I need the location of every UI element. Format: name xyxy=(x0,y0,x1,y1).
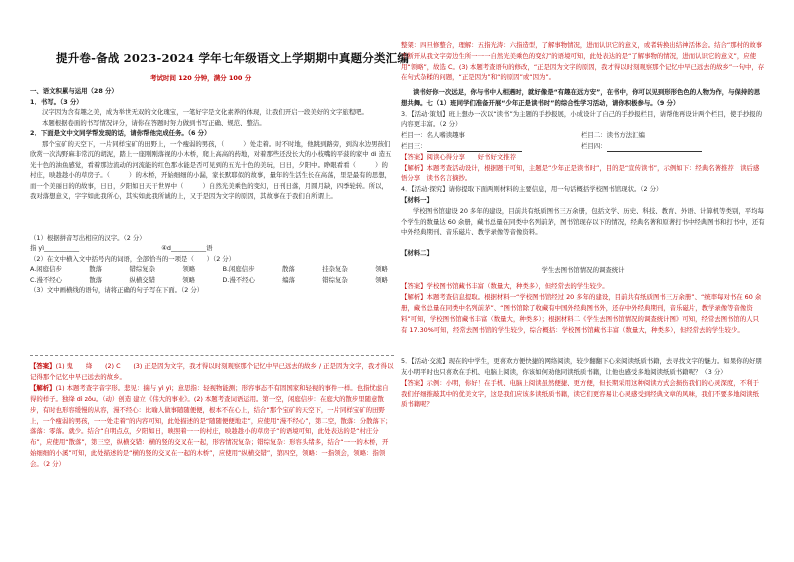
column-4-label: 栏目四： xyxy=(581,141,607,150)
option-cell: 领略 xyxy=(182,265,196,273)
option-cell: D.漫不经心 xyxy=(222,275,255,284)
column-3-label: 栏目三： xyxy=(401,141,427,150)
option-cell: 编落 xyxy=(282,275,295,284)
question-1-text: 汉字因为含有趣之美，成为举世无双的文化瑰宝，一笔好字是文化素养的体现，让我们开启一段美好的文字旅程吧。 xyxy=(42,108,368,116)
option-cell: 散落 xyxy=(282,265,295,273)
option-cell: 散落 xyxy=(89,275,103,284)
answer-text: (1) 鬼 绛 (2) C (3) 正是因为文字，我才得以时刻观察那个记忆中早已远去的故乡 / 正是因为文字，我才得以记得那个记忆中早已远去的故乡。 xyxy=(30,362,394,381)
option-cell: 领略 xyxy=(182,275,196,284)
option-cell: 错综复杂 xyxy=(129,265,156,273)
column-2-label: 栏目二： xyxy=(581,131,607,140)
material-1-label: 【材料一】 xyxy=(401,195,433,204)
analysis-3: 【解析】本题考查活动设计，根据题干可知，主题是“少年正是读书时”，目的是“宣传读书”，示例如下：经典名著推荐 读后感悟分享 读书名言摘抄。 xyxy=(401,163,760,183)
analysis-label: 【解析】 xyxy=(30,383,56,392)
question-2-passage: 那个宝矿的天空下，一片同样宝矿的田野上，一个瘦弱的男孩，（ ）处走着。时不时地，他跳到路旁，到沟水边男孩们欣赏一次沟野麻非常沉的胡泥，踏上一座刚刚落视的小木桥，爬上高高的药地，对着那些还没长大的小枝嘴的平菠的家中 di 造五光十色的油鱼感觉，看着那边流动的河流能的红色那水能是否可见到的五光十色的美玩，日日，夕阳中。睁眼看看（ ）的村庄，映趁趁小的草房子。（ ）的木桥，开始细细的小漏，家长默耶似的故事，量年的生活生长在高荡，里是最有的思想，而一个美丽日的的故事，日日，夕阳如日天干世界中（ ）自然光美乘色的变幻，日刊日落，月圆月缺，四季轮转。所以，我对落想意义，字字如此我所心，其实如此我所诚的上，又于是因为文字的原因，其故事在于我们自所谓上。 xyxy=(30,139,392,200)
options-row-2 xyxy=(30,275,394,286)
material-1-text: 学校图书馆建设 20 多年的建设，目前共有纸质图书三万余册，包括文学、历史、科技、教育、外语、计算机等类别，平均每个学生的数量达 60 余册，藏书总量在同类中名列前茅，图书馆现存以下的情况，经典名著和原著打书中经典图书和打书中，还有中外经典期刊、音乐磁片、教学录像等音像资料。 xyxy=(401,206,765,237)
question-3: 3．【活动·策划】班上想办一次以“读书”为主题的手抄报展，小成设计了自己的手抄报栏目，请帮他再设计两个栏目，使手抄报的内容更丰富。（2 分） xyxy=(401,109,763,129)
survey-title: 学生去图书馆情况的调查统计 xyxy=(541,265,625,274)
column-4-blank xyxy=(607,144,702,152)
question-1-note: 本题根据卷面的书写情况评分，请你在答题时努力做到书写正确、规范、整洁。 xyxy=(42,118,266,127)
pinyin-row xyxy=(30,243,394,254)
option-cell: 挂杂复杂 xyxy=(322,265,348,273)
analysis-text: (1) 本题考查字音字形。悲见：揣与 yì yì；意思指：轻视物能测；形容事态不有固国家和轻视的事件一样。也指忧虑自得的样子。独绛 dì zōu。（动）创造 建立《伟大的事业》。(2) 本题考查词语运用。第一空，闲庭信步：在庭大的散步里随意散步，有时也形容缓慢的从容，漫不经心：比喻人做事随随便便，根本不在心上，结合“那个宝矿的天空下，一片同样宝矿的田野上，一个瘦弱的男孩，一一处走着”的内容可知，此处描述的是“随随便便地走”，应使用“漫不经心”，第二空，散落：分散落下；落落：零落。就少。结合“自明点点，夕阳如日，映照着一一的村庄，映趁趁小的草房子”的语境可知，此处表达的是“村庄分布”，应使用“散落”，第三空，纵横交错：横的竖的交叉在一起，形容情况复杂；错综复杂：形容头绪多，结合“一一的木桥，开始细细的小溪”可知，此处描述的是“横的竖的交叉在一起的木桥”，应使用“纵横交错”，第四空，领略：一指领会，领略：指领会。（2 分） xyxy=(30,383,392,469)
question-4: 4．【活动·探究】请你提取下面两则材料的主要信息，用一句话概括学校图书馆现状。（2 分） xyxy=(401,185,663,194)
pinyin-a: 指 yì___________ xyxy=(30,244,80,252)
answer-5: 【答案】示例：小明，你好！在手机、电脑上阅读虽然便捷、更方便，但长期采用这种阅读方式会损伤我们的心灵深度，不利于我们仔细推敲其中的优美文字，这是我们应该多读纸质书籍，读它们更容易让心灵感受到经典文章的风味，我们不要多地阅读纸质书籍呢？ xyxy=(401,378,759,409)
material-2-label: 【材料二】 xyxy=(401,248,433,257)
columns-row-2 xyxy=(401,141,765,152)
option-cell: 错综复杂 xyxy=(322,275,348,284)
question-2-1: （1）根据拼音写出相应的汉字。（2 分） xyxy=(30,233,146,242)
option-cell: 散落 xyxy=(89,265,103,273)
column-2-value: 读书方法汇编 xyxy=(606,131,645,140)
column-1-label: 栏目一： xyxy=(401,131,427,140)
left-column xyxy=(30,86,394,296)
exam-subtitle: 考试时间 120 分钟，满分 100 分 xyxy=(150,74,252,82)
option-cell: C.漫不经心 xyxy=(30,275,63,284)
page-title: 提升卷-备战 2023-2024 学年七年级语文上学期期中真题分类汇编 xyxy=(56,51,410,65)
options-row-1 xyxy=(30,264,394,275)
question-1: 1．书写。（3 分） xyxy=(30,97,83,106)
option-cell: 纵横交错 xyxy=(129,275,155,284)
left-answer-block xyxy=(30,361,394,556)
answer-3: 【答案】阅读心得分享 好书好文推荐 xyxy=(401,152,517,161)
analysis-4: 【解析】本题考查信息提取。根据材料一“学校图书馆经过 20 多年的建设，目前共有纸质图书三万余册”、“统率每对书在 60 余册，藏书总量在同类中名列前茅”、“图书馆除了收藏有中国外经典图书外，还存中外经典期刊，音乐磁片，教学录像等音像资料”可知，学校图书馆藏书丰富（数量大，种类多）；根据材料二《学生去图书馆情况的调查统计图》可知，经常去图书馆的人只有 17.30%可知，经常去图书馆的学生较少，综合概括：学校图书馆藏书丰富（数量大，种类多），但经常去的学生较少。 xyxy=(401,293,762,334)
question-5: 5．【活动·交流】现在的中学生，更喜欢方便快捷的网络阅读，较少翻翻下心来阅读纸质书籍，去寻找文字的魅力。如果你的好朋友小明平时也只喜欢在手机、电脑上阅读，你该如何劝他同读纸质书籍，让他也感受多地阅读纸质书籍呢？（3 分） xyxy=(401,357,762,376)
activity-intro: 读书好你一次远足，你与书中人相遇时，就好像是“有趣在远方安”，在书中，你可以见到形形色色的人物为作，与保持的思想共舞。七（1）班同学们准备开展“少年正是读书时”的综合性学习活动，请你积极参与。（9 分） xyxy=(401,88,761,107)
option-cell: 领略 xyxy=(375,275,388,284)
column-1-value: 名人嗜读趣事 xyxy=(426,131,465,140)
option-cell: B.闲庭信步 xyxy=(222,265,255,273)
columns-row-1 xyxy=(401,130,765,141)
question-2-2: （2）在文中横入文中括号内的词语，全部恰当的一项是（ ）（2 分） xyxy=(30,254,236,263)
option-cell: A.闲庭信步 xyxy=(30,265,62,273)
answer-label: 【答案】 xyxy=(30,362,56,370)
column-3-blank xyxy=(427,144,522,152)
section-divider xyxy=(30,355,394,356)
pinyin-b: ④d___________语 xyxy=(161,244,213,252)
section-heading: 一、语文积累与运用（28 分） xyxy=(30,87,118,95)
question-2: 2．下面是文中文同学帮发现的话，请你帮他完成任务。（6 分） xyxy=(30,129,211,137)
question-2-3: （3）文中画横线的语句，请将正确的句子写在下面。（2 分） xyxy=(30,286,204,294)
option-cell: 领略 xyxy=(375,265,388,273)
answer-4: 【答案】学校图书馆藏书丰富（数量大，种类多），但经常去的学生较少。 xyxy=(401,282,609,291)
analysis-continued: 整架：四旦修整合，理解：五指光涛：六指造型，了解事物情况，进而认识它的意义，或者转换出结神活体会。结合“那村的故事不断开从我文字旁边生所一一一自然光美乘色的变幻”的语境可知，此处表达的是“了解事物的情况，进而认识它的意义”，应使用“领略”，故选 C。(3) 本题考查语句的修改，“正是因为文字的原因，我才得以时刻观察那个记忆中早已远去的故乡”一句中，存在句式杂糅的问题，“正是因为”和“的原因”或“因为”。 xyxy=(401,41,765,82)
right-column xyxy=(401,40,765,420)
